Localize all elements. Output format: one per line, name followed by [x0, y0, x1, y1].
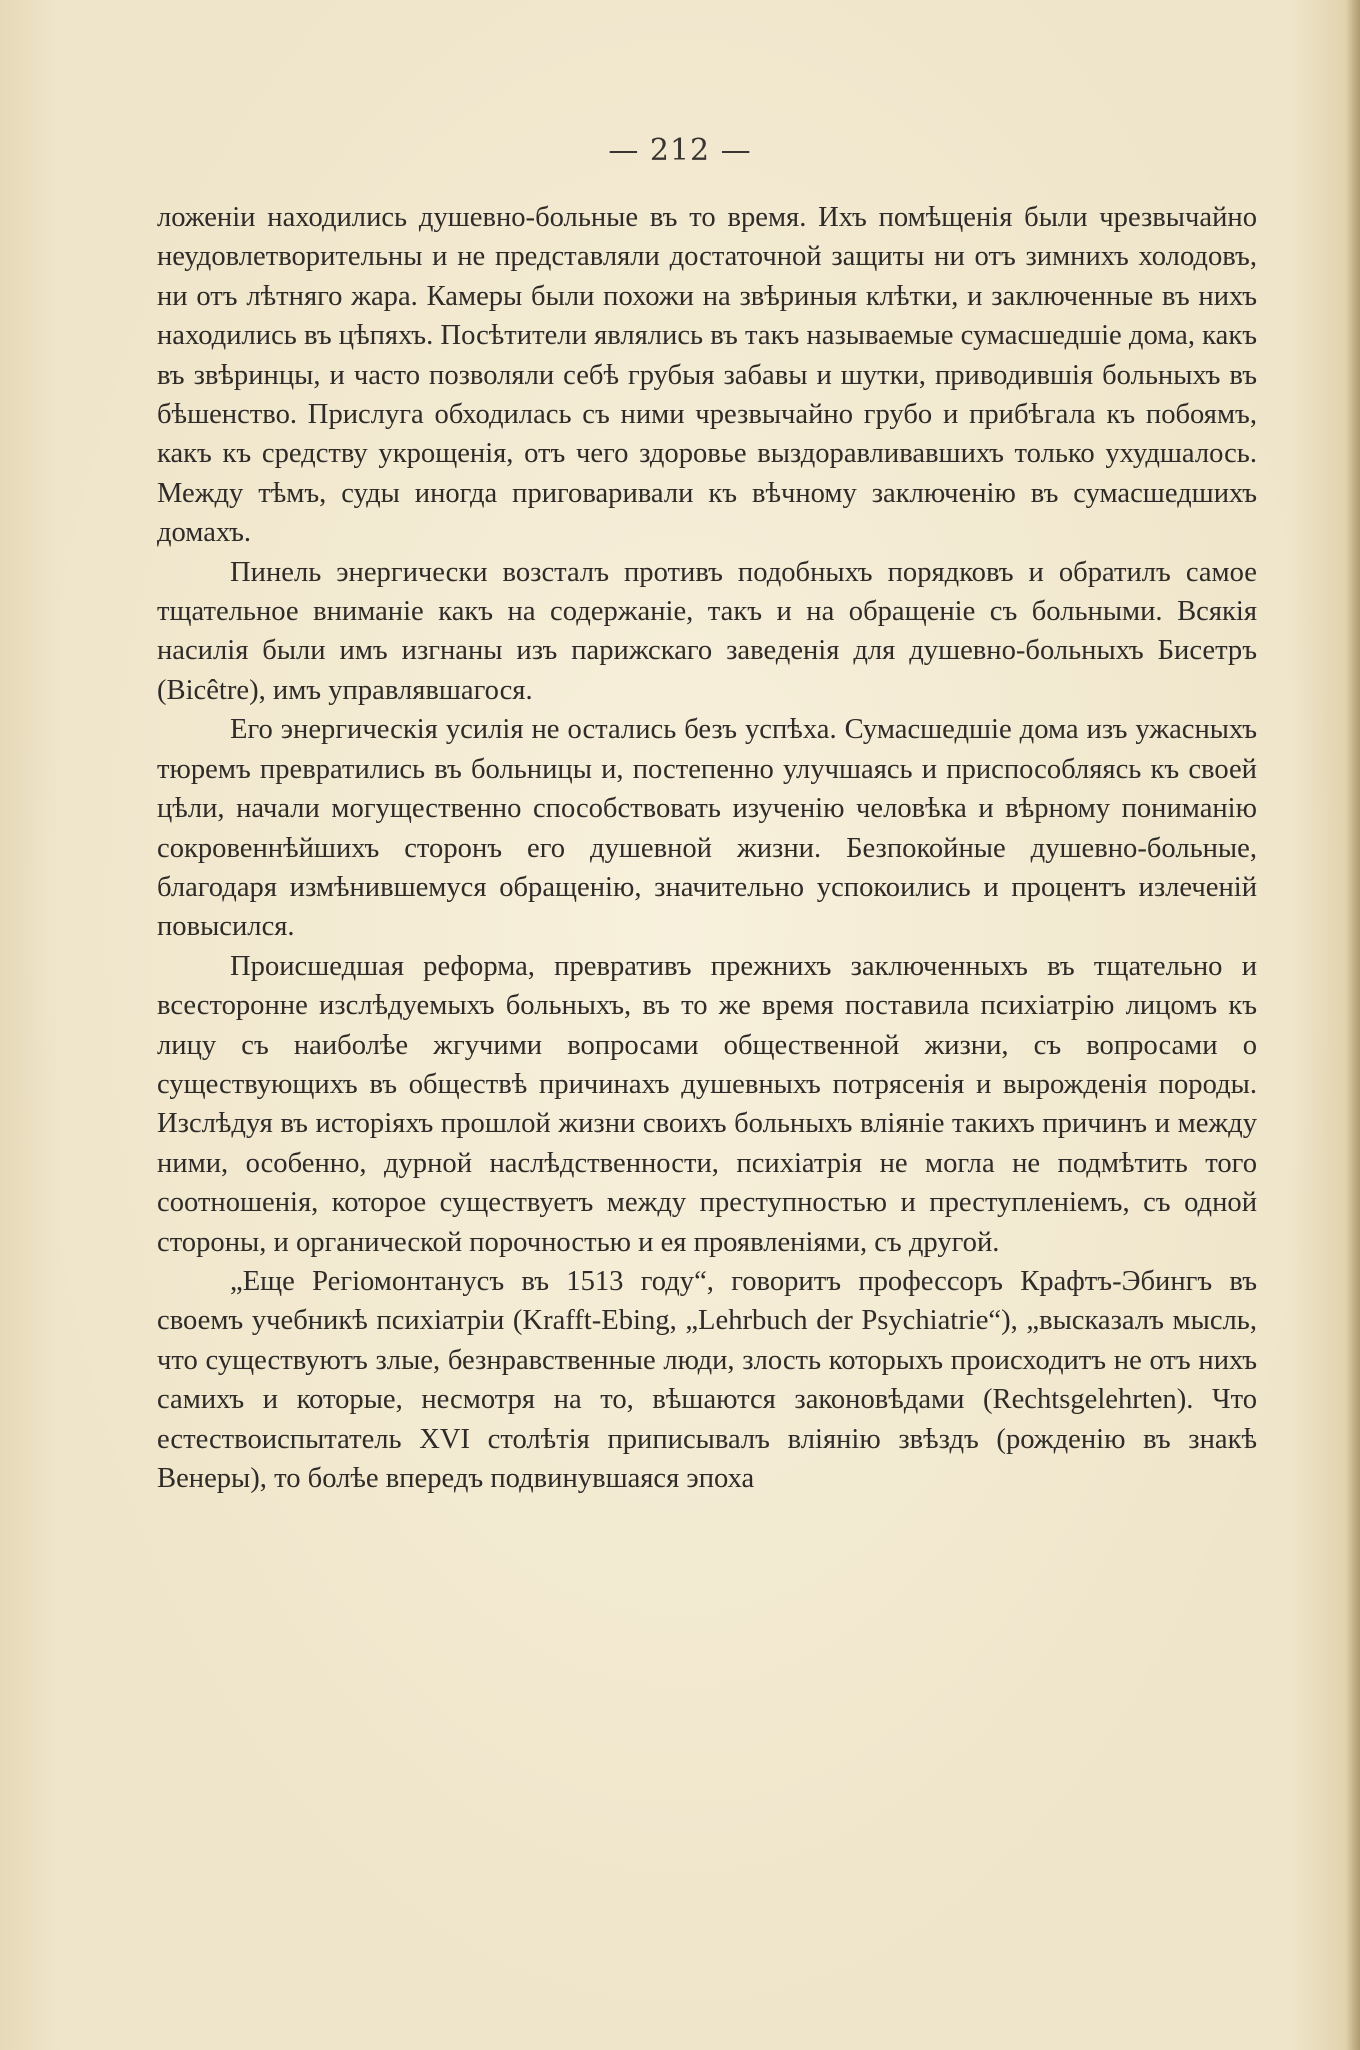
page-edge-shadow: [1346, 0, 1360, 2050]
paragraph-3: Его энергическiя усилiя не остались безъ успѣха. Сумасшедшiе дома изъ ужасныхъ тюремъ превратились въ больницы и, постепенно улучшаясь и приспособляясь къ своей цѣли, начали могущественно способствовать изученiю человѣка и вѣрному пониманiю сокровеннѣйшихъ сторонъ его душевной жизни. Безпокойные душевно-больные, благодаря измѣнившемуся обращенiю, значительно успокоились и процентъ излеченiй повысился.: [157, 714, 1257, 943]
paragraph-2: Пинель энергически возсталъ противъ подобныхъ порядковъ и обратилъ самое тщательное вниманiе какъ на содержанiе, такъ и на обращенiе съ больными. Всякiя насилiя были имъ изгнаны изъ парижскаго заведенiя для душевно-больныхъ Бисетръ (Bicêtre), имъ управлявшагося.: [157, 556, 1257, 706]
paragraph-4: Происшедшая реформа, превративъ прежнихъ заключенныхъ въ тщательно и всесторонне изслѣдуемыхъ больныхъ, въ то же время поставила психiатрiю лицомъ къ лицу съ наиболѣе жгучими вопросами общественной жизни, съ вопросами о существующихъ въ обществѣ причинахъ душевныхъ потрясенiя и вырожденiя породы. Изслѣдуя въ исторiяхъ прошлой жизни своихъ больныхъ влiянiе такихъ причинъ и между ними, особенно, дурной наслѣдственности, психiатрiя не могла не подмѣтить того соотношенiя, которое существуетъ между преступностью и преступленiемъ, съ одной стороны, и органической порочностью и ея проявленiями, съ другой.: [157, 950, 1257, 1258]
body-text: [157, 198, 1257, 1498]
paragraph-1: ложенiи находились душевно-больные въ то время. Ихъ помѣщенiя были чрезвычайно неудовлетворительны и не представляли достаточной защиты ни отъ зимнихъ холодовъ, ни отъ лѣтняго жара. Камеры были похожи на звѣриныя клѣтки, и заключенные въ нихъ находились въ цѣпяхъ. Посѣтители являлись въ такъ называемые сумасшедшiе дома, какъ въ звѣринцы, и часто позволяли себѣ грубыя забавы и шутки, приводившiя больныхъ въ бѣшенство. Прислуга обходилась съ ними чрезвычайно грубо и прибѣгала къ побоямъ, какъ къ средству укрощенiя, отъ чего здоровье выздоравливавшихъ только ухудшалось. Между тѣмъ, суды иногда приговаривали къ вѣчному заключенiю въ сумасшедшихъ домахъ.: [157, 202, 1257, 549]
page-number: — 212 —: [608, 133, 752, 168]
paragraph-5: „Еще Регiомонтанусъ въ 1513 году“, говоритъ профессоръ Крафтъ-Эбингъ въ своемъ учебникѣ психiатрiи (Krafft-Ebing, „Lehrbuch der Psychiatrie“), „высказалъ мысль, что существуютъ злые, безнравственные люди, злость которыхъ происходитъ не отъ нихъ самихъ и которые, несмотря на то, вѣшаются законовѣдами (Rechtsgelehrten). Что естествоиспытатель XVI столѣтiя приписывалъ влiянiю звѣздъ (рожденiю въ знакѣ Венеры), то болѣе впередъ подвинувшаяся эпоха: [157, 1265, 1257, 1494]
